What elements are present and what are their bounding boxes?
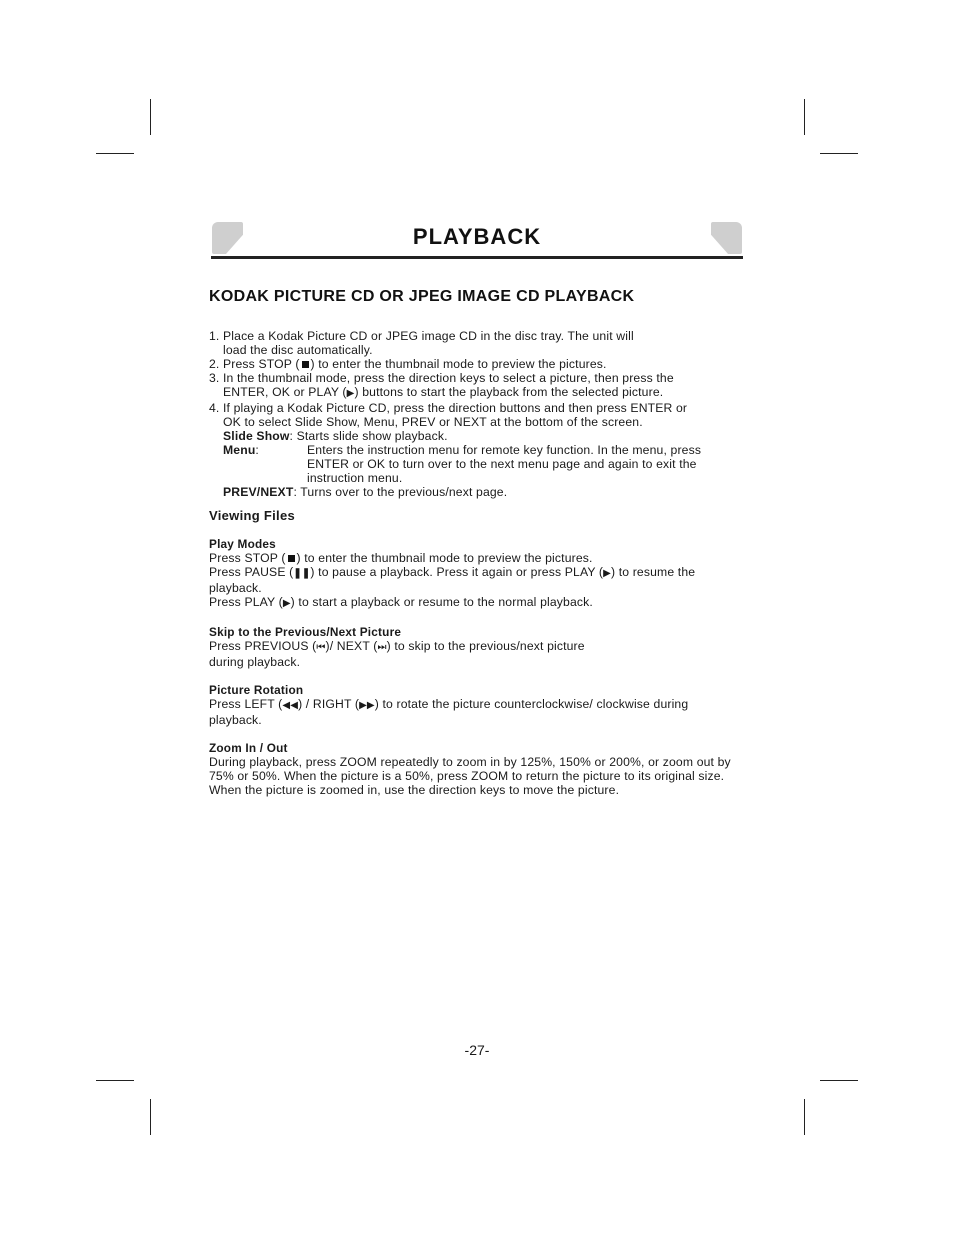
step-2-text-a: 2. Press STOP ( (209, 357, 300, 371)
def-key: PREV/NEXT (223, 485, 294, 499)
next-icon: ⏭ (377, 642, 387, 653)
rotation (209, 683, 739, 727)
play-modes-line-3 (209, 595, 739, 611)
right-icon: ▶▶ (359, 700, 375, 711)
zoom-line-1: During playback, press ZOOM repeatedly to zoom in by 125%, 150% or 200%, or zoom out by 75% or 50%. When the picture is a 50%, press ZOOM to return the picture to its original size. (209, 755, 731, 783)
step-1 (209, 329, 739, 343)
text: Press STOP ( (209, 551, 286, 565)
step-1-text: 1. Place a Kodak Picture CD or JPEG image CD in the disc tray. The unit will (209, 329, 634, 343)
play-modes (209, 537, 739, 611)
def-key-wrap (223, 443, 307, 485)
previous-icon: ⏮ (316, 642, 326, 653)
zoom (209, 741, 739, 797)
rotation-line (209, 697, 739, 727)
text: Press PAUSE ( (209, 565, 294, 579)
def-key: Slide Show (223, 429, 290, 443)
steps-list (209, 329, 739, 499)
stop-icon (288, 555, 295, 562)
skip (209, 625, 739, 669)
text: ) / RIGHT ( (298, 697, 360, 711)
skip-title: Skip to the Previous/Next Picture (209, 625, 402, 639)
crop-mark (96, 1080, 134, 1081)
def-prev-next (209, 485, 739, 499)
text: Press PLAY ( (209, 595, 283, 609)
step-3-text-c: ) buttons to start the playback from the selected picture. (354, 385, 664, 399)
text: ) to rotate the picture counterclockwise/ clockwise during playback. (209, 697, 689, 727)
left-icon: ◀◀ (282, 700, 299, 711)
step-4-cont: OK to select Slide Show, Menu, PREV or NEXT at the bottom of the screen. (223, 415, 643, 429)
crop-mark (804, 99, 805, 135)
header-rule (211, 256, 743, 259)
crop-mark (96, 153, 134, 154)
skip-line (209, 639, 739, 655)
step-2-text-b: ) to enter the thumbnail mode to preview the pictures. (310, 357, 607, 371)
step-4: 4. If playing a Kodak Picture CD, press the direction buttons and then press ENTER or (209, 401, 688, 415)
text: ) to resume the playback. (209, 565, 696, 595)
play-icon: ▶ (346, 388, 355, 399)
text: ) to start a playback or resume to the normal playback. (290, 595, 593, 609)
page-number: -27- (464, 1042, 490, 1058)
crop-mark (150, 99, 151, 135)
def-menu (209, 443, 739, 485)
rotation-title: Picture Rotation (209, 683, 304, 697)
play-icon: ▶ (603, 568, 611, 579)
play-icon: ▶ (282, 598, 291, 609)
viewing-files (209, 509, 739, 797)
text: Press LEFT ( (209, 697, 283, 711)
step-3-cont (209, 385, 739, 401)
play-modes-line-2 (209, 565, 739, 595)
skip-line-2: during playback. (209, 655, 301, 669)
crop-mark (820, 153, 858, 154)
pause-icon: ❚❚ (293, 568, 311, 579)
zoom-line-2: When the picture is zoomed in, use the direction keys to move the picture. (209, 783, 620, 797)
def-key: Menu (223, 443, 256, 457)
step-2 (209, 357, 739, 371)
step-1-cont: load the disc automatically. (223, 343, 373, 357)
crop-mark (820, 1080, 858, 1081)
step-3-text-b: ENTER, OK or PLAY ( (223, 385, 347, 399)
text: )/ NEXT ( (325, 639, 378, 653)
zoom-title: Zoom In / Out (209, 741, 288, 755)
def-slide-show (209, 429, 739, 443)
crop-mark (150, 1099, 151, 1135)
text: ) to pause a playback. Press it again or press PLAY ( (310, 565, 604, 579)
crop-mark (804, 1099, 805, 1135)
def-text: Enters the instruction menu for remote key function. In the menu, press ENTER or OK to turn over to the next menu page and again to exit the instruction menu. (307, 443, 702, 485)
section-title: KODAK PICTURE CD OR JPEG IMAGE CD PLAYBACK (209, 288, 635, 305)
play-modes-line-1 (209, 551, 739, 565)
page-title: PLAYBACK (412, 224, 542, 249)
viewing-files-title: Viewing Files (209, 508, 296, 523)
stop-icon (302, 361, 309, 368)
text: ) to enter the thumbnail mode to preview the pictures. (296, 551, 593, 565)
text: Press PREVIOUS ( (209, 639, 317, 653)
def-text: : Starts slide show playback. (289, 429, 448, 443)
def-colon: : (255, 443, 259, 457)
step-3: 3. In the thumbnail mode, press the direction keys to select a picture, then press the (209, 371, 674, 385)
def-text: : Turns over to the previous/next page. (293, 485, 508, 499)
text: ) to skip to the previous/next picture (386, 639, 585, 653)
play-modes-title: Play Modes (209, 537, 276, 551)
